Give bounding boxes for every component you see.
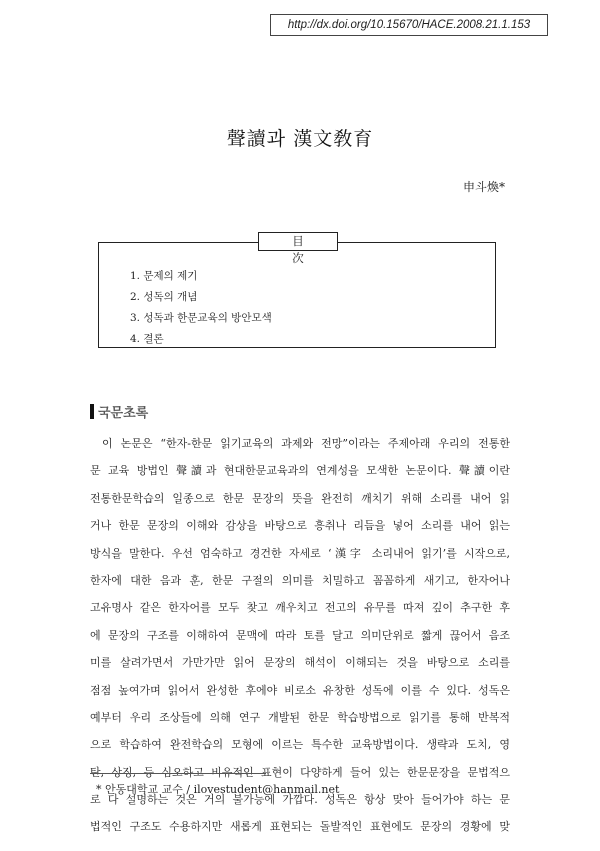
section-marker-bar: [90, 404, 94, 419]
footnote-divider: [90, 773, 266, 774]
abstract-line: 예부터 우리 조상들에 의해 연구 개발된 한문 학습방법으로 읽기를 통해 반복적: [90, 710, 510, 724]
toc-item: 2. 성독의 개념: [130, 291, 198, 303]
abstract-line: 문 교육 방법인 聲讀과 현대한문교육과의 연계성을 모색한 논문이다. 聲讀이란: [90, 464, 510, 478]
abstract-line: 전통한문학습의 일종으로 한문 문장의 뜻을 완전히 깨치기 위해 소리를 내어 읽: [90, 491, 510, 505]
abstract-line: 에 문장의 구조를 이해하여 문맥에 따라 토를 달고 의미단위로 짧게 끊어서 음조: [90, 628, 510, 642]
author-name: 申斗煥*: [462, 180, 505, 194]
abstract-line: 한자에 대한 음과 훈, 한문 구절의 의미를 치밀하고 꼼꼼하게 새기고, 한자어나: [90, 573, 510, 587]
section-heading: [90, 402, 148, 421]
abstract-line: 거나 한문 문장의 이해와 감상을 바탕으로 흥취나 리듬을 넣어 소리를 내어 읽는: [90, 519, 510, 533]
section-title: 국문초록: [98, 406, 149, 421]
paper-title: 聲讀과 漢文敎育: [226, 128, 374, 150]
abstract-line: 점점 높여가며 읽어서 완성한 후에야 비로소 유창한 성독에 이를 수 있다. 성독은: [90, 683, 510, 697]
toc-label: 目 次: [258, 232, 338, 251]
abstract-line: 이 논문은 “한자-한문 읽기교육의 과제와 전망”이라는 주제아래 우리의 전통한: [102, 437, 510, 450]
abstract-body: [90, 430, 510, 841]
abstract-line: 로 다 설명하는 것은 거의 불가능에 가깝다. 성독은 항상 맞아 들어가야 하는 문: [90, 793, 510, 807]
toc-item: 3. 성독과 한문교육의 방안모색: [130, 312, 272, 324]
abstract-line: 방식을 말한다. 우선 엄숙하고 경건한 자세로 ‘漢字 소리내어 읽기’를 시작으로,: [90, 546, 510, 560]
toc-item: 4. 결론: [130, 333, 164, 345]
abstract-line: 고유명사 같은 한자어를 모두 찾고 깨우치고 전고의 유무를 따져 깊이 추구한 후: [90, 601, 510, 615]
footnote: * 안동대학교 교수 / ilovestudent@hanmail.net: [96, 783, 340, 796]
abstract-line: 으로 학습하여 완전학습의 모형에 이르는 특수한 교육방법이다. 생략과 도치, 영: [90, 738, 510, 752]
toc-item: 1. 문제의 제기: [130, 270, 198, 282]
doi-link[interactable]: http://dx.doi.org/10.15670/HACE.2008.21.1.153: [270, 14, 548, 36]
abstract-line: 미를 살려가면서 가만가만 읽어 문장의 해석이 이해되는 것을 바탕으로 소리를: [90, 656, 510, 670]
abstract-line: 탄, 상징, 등 심오하고 비유적인 표현이 다양하게 들어 있는 한문문장을 문법적으: [90, 765, 510, 779]
toc-list: [130, 266, 272, 350]
abstract-line: 법적인 구조도 수용하지만 새롭게 표현되는 돌발적인 표현에도 문장의 경황에 맞: [90, 820, 510, 834]
